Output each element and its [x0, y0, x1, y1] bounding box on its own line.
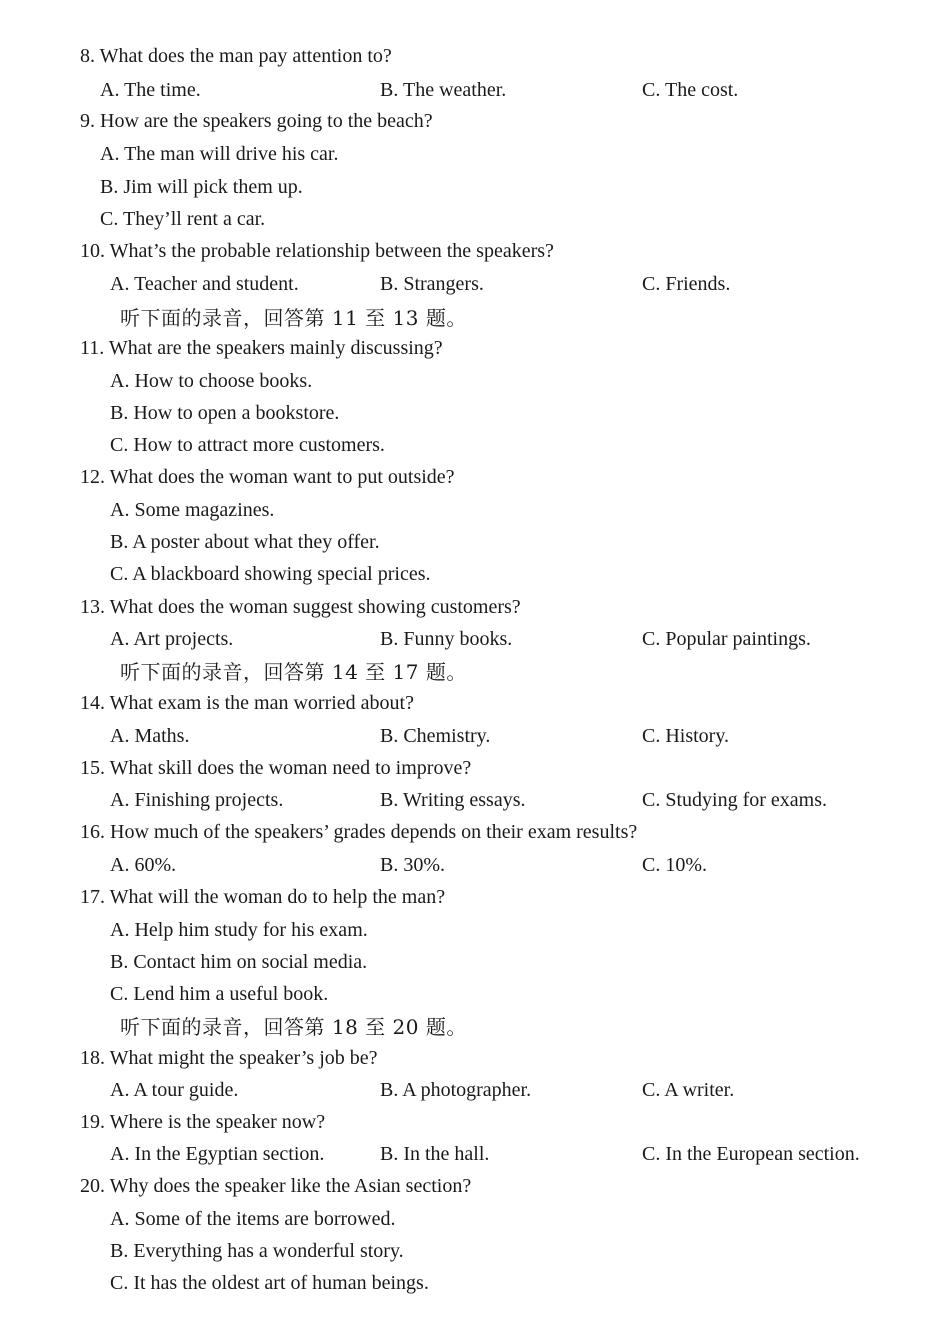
question-14: [0, 693, 950, 719]
question-18: [0, 1048, 950, 1074]
option-a: A. In the Egyptian section.: [110, 1143, 325, 1165]
instruction-text: 听下面的录音，回答第 11 至 13 题。: [120, 306, 467, 330]
option-c: C. It has the oldest art of human beings.: [110, 1272, 429, 1294]
question-stem: 12. What does the woman want to put outside?: [80, 466, 455, 488]
option-a: A. A tour guide.: [110, 1079, 239, 1101]
option-a: A. How to choose books.: [110, 370, 313, 392]
section-instruction: [0, 1017, 950, 1043]
option-a: A. Maths.: [110, 725, 190, 747]
question-stem: 19. Where is the speaker now?: [80, 1111, 326, 1133]
option-a: A. Art projects.: [110, 628, 234, 650]
option-b: B. Contact him on social media.: [110, 951, 368, 973]
options-row: [0, 80, 950, 106]
options-row: [0, 274, 950, 300]
option-a: A. Finishing projects.: [110, 789, 284, 811]
option-c: C. A blackboard showing special prices.: [110, 563, 431, 585]
question-12: [0, 467, 950, 493]
question-stem: 13. What does the woman suggest showing customers?: [80, 596, 521, 618]
option-row: [0, 371, 950, 397]
question-11: [0, 338, 950, 364]
option-c: C. A writer.: [642, 1079, 735, 1101]
question-stem: 16. How much of the speakers’ grades depends on their exam results?: [80, 821, 638, 843]
option-b: B. Funny books.: [380, 628, 513, 650]
option-row: [0, 177, 950, 203]
question-stem: 15. What skill does the woman need to improve?: [80, 757, 472, 779]
options-row: [0, 1080, 950, 1106]
section-instruction: [0, 308, 950, 334]
option-row: [0, 1273, 950, 1299]
option-c: C. In the European section.: [642, 1143, 860, 1165]
option-b: B. A poster about what they offer.: [110, 531, 380, 553]
option-row: [0, 403, 950, 429]
option-row: [0, 984, 950, 1010]
question-19: [0, 1112, 950, 1138]
option-c: C. Friends.: [642, 273, 731, 295]
option-row: [0, 500, 950, 526]
question-stem: 14. What exam is the man worried about?: [80, 692, 414, 714]
option-a: A. 60%.: [110, 854, 177, 876]
question-8: [0, 46, 950, 72]
option-row: [0, 952, 950, 978]
option-a: A. Some of the items are borrowed.: [110, 1208, 396, 1230]
question-stem: 20. Why does the speaker like the Asian section?: [80, 1175, 472, 1197]
question-15: [0, 758, 950, 784]
option-c: C. The cost.: [642, 79, 739, 101]
option-row: [0, 1241, 950, 1267]
option-row: [0, 209, 950, 235]
option-a: A. The man will drive his car.: [100, 143, 339, 165]
option-c: C. How to attract more customers.: [110, 434, 385, 456]
option-b: B. The weather.: [380, 79, 507, 101]
option-c: C. History.: [642, 725, 730, 747]
option-row: [0, 144, 950, 170]
instruction-text: 听下面的录音，回答第 14 至 17 题。: [120, 660, 467, 684]
option-row: [0, 920, 950, 946]
options-row: [0, 629, 950, 655]
option-c: C. They’ll rent a car.: [100, 208, 266, 230]
option-c: C. 10%.: [642, 854, 707, 876]
option-a: A. Help him study for his exam.: [110, 919, 368, 941]
question-16: [0, 822, 950, 848]
instruction-text: 听下面的录音，回答第 18 至 20 题。: [120, 1015, 467, 1039]
option-c: C. Popular paintings.: [642, 628, 811, 650]
option-c: C. Studying for exams.: [642, 789, 827, 811]
option-b: B. A photographer.: [380, 1079, 532, 1101]
question-9: [0, 111, 950, 137]
option-c: C. Lend him a useful book.: [110, 983, 329, 1005]
section-instruction: [0, 662, 950, 688]
question-stem: 10. What’s the probable relationship between the speakers?: [80, 240, 554, 262]
option-row: [0, 435, 950, 461]
question-20: [0, 1176, 950, 1202]
option-b: B. In the hall.: [380, 1143, 490, 1165]
option-row: [0, 532, 950, 558]
option-b: B. Strangers.: [380, 273, 484, 295]
option-b: B. Everything has a wonderful story.: [110, 1240, 404, 1262]
question-stem: 8. What does the man pay attention to?: [80, 45, 392, 67]
options-row: [0, 1144, 950, 1170]
option-b: B. 30%.: [380, 854, 445, 876]
option-a: A. Some magazines.: [110, 499, 275, 521]
option-b: B. Jim will pick them up.: [100, 176, 303, 198]
option-row: [0, 564, 950, 590]
question-stem: 18. What might the speaker’s job be?: [80, 1047, 378, 1069]
question-stem: 11. What are the speakers mainly discussing?: [80, 337, 443, 359]
question-stem: 17. What will the woman do to help the man?: [80, 886, 446, 908]
options-row: [0, 855, 950, 881]
option-b: B. Writing essays.: [380, 789, 526, 811]
option-a: A. Teacher and student.: [110, 273, 299, 295]
option-row: [0, 1209, 950, 1235]
question-stem: 9. How are the speakers going to the beach?: [80, 110, 433, 132]
option-b: B. How to open a bookstore.: [110, 402, 340, 424]
question-13: [0, 597, 950, 623]
options-row: [0, 726, 950, 752]
option-b: B. Chemistry.: [380, 725, 491, 747]
options-row: [0, 790, 950, 816]
question-17: [0, 887, 950, 913]
question-10: [0, 241, 950, 267]
option-a: A. The time.: [100, 79, 201, 101]
